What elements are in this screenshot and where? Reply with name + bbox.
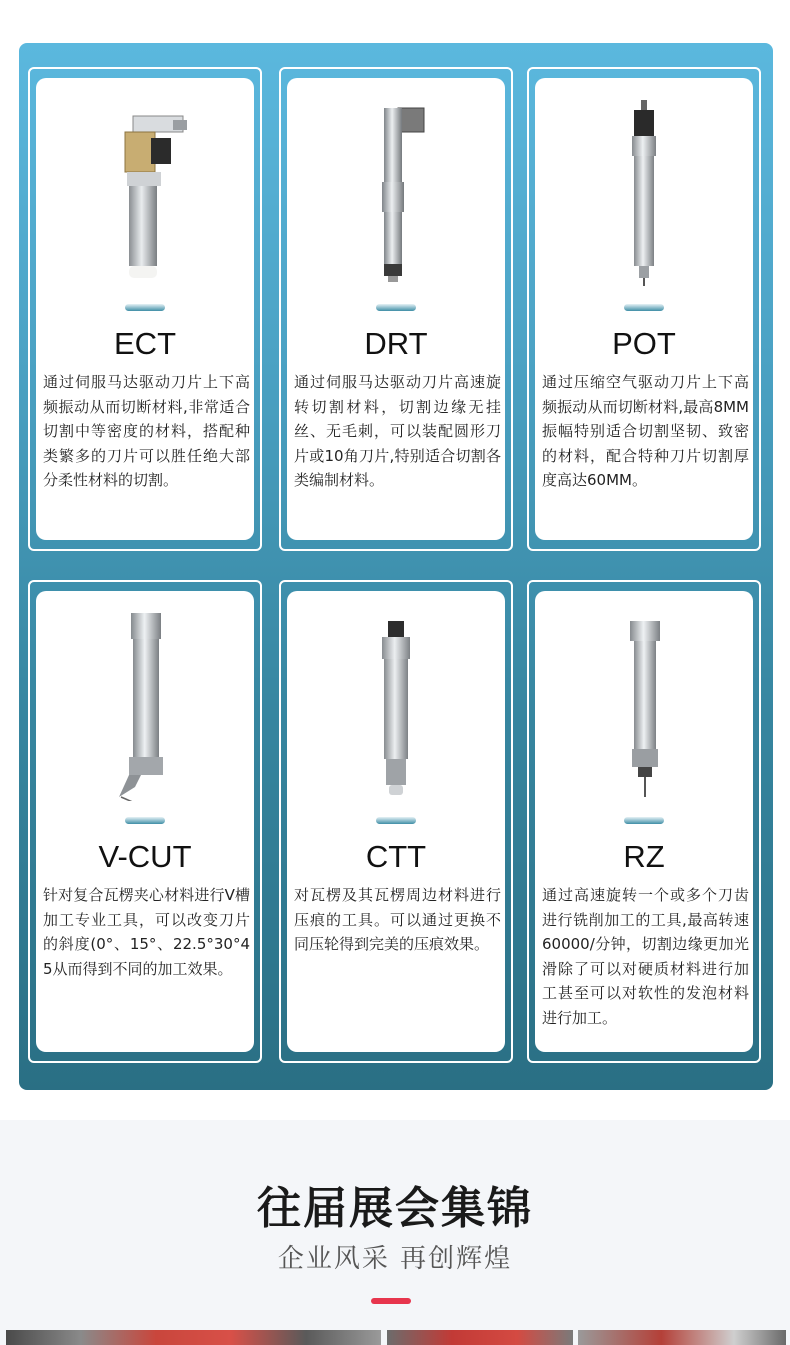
tool-card-rz[interactable]	[527, 580, 761, 1063]
tool-card-body	[287, 591, 505, 1052]
tool-divider	[125, 817, 165, 824]
pot-tool-icon	[535, 98, 753, 288]
tool-card-vcut[interactable]	[28, 580, 262, 1063]
tool-title: RZ	[623, 839, 665, 874]
tool-card-ect[interactable]	[28, 67, 262, 551]
tool-card-ctt[interactable]	[279, 580, 513, 1063]
exhibition-showcase-section	[0, 1120, 790, 1345]
tool-divider	[376, 817, 416, 824]
exhibition-photo[interactable]	[6, 1330, 381, 1345]
section-subtitle: 企业风采 再创辉煌	[277, 1244, 513, 1274]
ctt-tool-icon	[287, 611, 505, 801]
tool-title: DRT	[364, 326, 428, 361]
tool-divider	[376, 304, 416, 311]
tool-title: CTT	[365, 839, 427, 874]
tool-card-body	[535, 591, 753, 1052]
vcut-tool-icon	[36, 611, 254, 801]
tool-description: 对瓦楞及其瓦楞周边材料进行压痕的工具。可以通过更换不同压轮得到完美的压痕效果。	[294, 886, 501, 953]
tool-description: 通过伺服马达驱动刀片上下高频振动从而切断材料,非常适合切割中等密度的材料，搭配种类繁多的刀片可以胜任绝大部分柔性材料的切割。	[43, 373, 250, 489]
accent-bar	[371, 1298, 411, 1304]
tool-description: 针对复合瓦楞夹心材料进行V槽加工专业工具，可以改变刀片的斜度(0°、15°、22.5°30°45从而得到不同的加工效果。	[43, 886, 250, 978]
tool-description: 通过伺服马达驱动刀片高速旋转切割材料，切割边缘无挂丝、无毛刺，可以装配圆形刀片或10角刀片,特别适合切割各类编制材料。	[294, 373, 501, 489]
tool-card-body	[36, 591, 254, 1052]
tool-card-pot[interactable]	[527, 67, 761, 551]
tool-description: 通过高速旋转一个或多个刀齿进行铣削加工的工具,最高转速60000/分钟，切割边缘更加光滑除了可以对硬质材料进行加工甚至可以对软性的发泡材料进行加工。	[542, 886, 749, 1027]
tool-card-body	[287, 78, 505, 540]
tool-card-body	[36, 78, 254, 540]
tool-title: ECT	[114, 326, 176, 361]
tools-panel	[19, 43, 773, 1090]
tool-divider	[624, 304, 664, 311]
section-title: 往届展会集锦	[257, 1183, 533, 1234]
tool-divider	[624, 817, 664, 824]
exhibition-photo[interactable]	[387, 1330, 573, 1345]
tool-card-drt[interactable]	[279, 67, 513, 551]
exhibition-photo[interactable]	[578, 1330, 786, 1345]
tool-title: POT	[612, 326, 676, 361]
tool-card-body	[535, 78, 753, 540]
tool-title: V-CUT	[98, 839, 192, 874]
drt-tool-icon	[287, 98, 505, 288]
ect-tool-icon	[36, 98, 254, 288]
exhibition-photo-strip	[0, 1330, 790, 1345]
tool-divider	[125, 304, 165, 311]
tool-description: 通过压缩空气驱动刀片上下高频振动从而切断材料,最高8MM振幅特别适合切割坚韧、致密的材料，配合特种刀片切割厚度高达60MM。	[542, 373, 749, 489]
rz-tool-icon	[535, 611, 753, 801]
